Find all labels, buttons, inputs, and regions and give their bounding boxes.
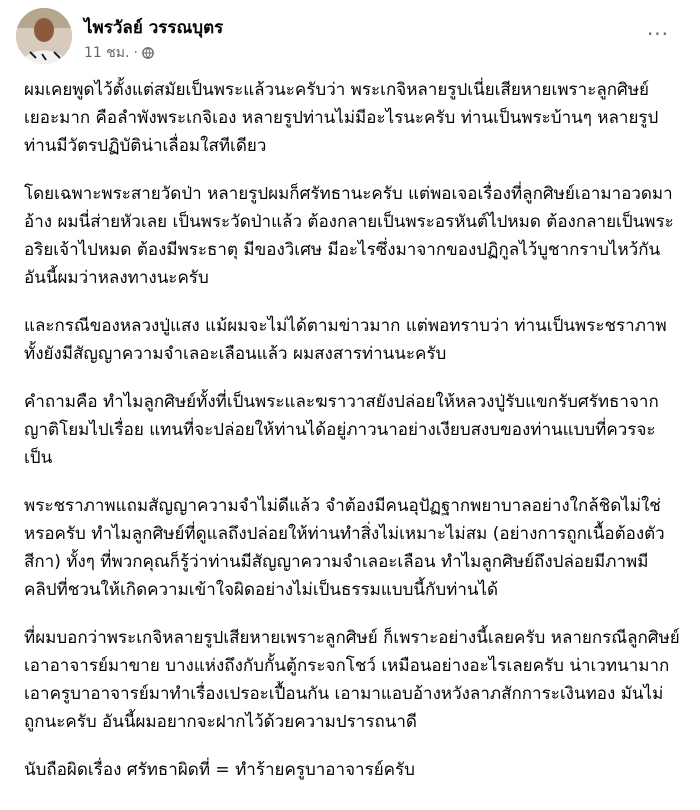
post-paragraph: และกรณีของหลวงปู่แสง แม้ผมจะไม่ได้ตามข่าวมาก แต่พอทราบว่า ท่านเป็นพระชราภาพ ทั้งยังมีสัญญาความจำเลอะเลือนแล้ว ผมสงสารท่านนะครับ bbox=[24, 316, 667, 364]
post-paragraph: พระชราภาพแถมสัญญาความจำไม่ดีแล้ว จำต้องมีคนอุปัฏฐากพยาบาลอย่างใกล้ชิดไม่ใช่หรอครับ ทำไมลูกศิษย์ที่ดูแลถึงปล่อยให้ท่านทำสิ่งไม่เหมาะไม่สม (อย่างการถูกเนื้อต้องตัวสีกา) ทั้งๆ ที่พวกคุณก็รู้ว่าท่านมีสัญญาความจำเลอะเลือน ทำไมลูกศิษย์ถึงปล่อยมีภาพมีคลิปที่ชวนให้เกิดความเข้าใจผิดอย่างไม่เป็นธรรมแบบนี้กับท่านได้ bbox=[24, 496, 665, 600]
meta-separator: · bbox=[133, 45, 138, 61]
post-meta bbox=[84, 42, 154, 64]
more-horizontal-icon[interactable]: ··· bbox=[646, 22, 670, 46]
post-paragraph: ที่ผมบอกว่าพระเกจิหลายรูปเสียหายเพราะลูกศิษย์ ก็เพราะอย่างนี้เลยครับ หลายกรณีลูกศิษย์เอาอาจารย์มาขาย บางแห่งถึงกับกั้นตู้กระจกโชว์ เหมือนอย่างอะไรเลยครับ น่าเวทนามาก เอาครูบาอาจารย์มาทำเรื่องเปรอะเปื้อนกัน เอามาแอบอ้างหวังลาภสักการะเงินทอง มันไม่ถูกนะครับ อันนี้ผมอยากจะฝากไว้ด้วยความปรารถนาดี bbox=[24, 628, 680, 732]
post-paragraph: ผมเคยพูดไว้ตั้งแต่สมัยเป็นพระแล้วนะครับว่า พระเกจิหลายรูปเนี่ยเสียหายเพราะลูกศิษย์เยอะมาก คือลำพังพระเกจิเอง หลายรูปท่านไม่มีอะไรนะครับ ท่านเป็นพระบ้านๆ หลายรูปท่านมีวัตรปฏิบัติน่าเลื่อมใสทีเดียว bbox=[24, 80, 659, 156]
globe-icon[interactable] bbox=[142, 47, 154, 59]
post-paragraph: นับถือผิดเรื่อง ศรัทธาผิดที่ = ทำร้ายครูบาอาจารย์ครับ bbox=[24, 760, 415, 780]
post-paragraph: โดยเฉพาะพระสายวัดป่า หลายรูปผมก็ศรัทธานะครับ แต่พอเจอเรื่องที่ลูกศิษย์เอามาอวดมาอ้าง ผมนี่ส่ายหัวเลย เป็นพระวัดป่าแล้ว ต้องกลายเป็นพระอรหันต์ไปหมด ต้องกลายเป็นพระอริยเจ้าไปหมด ต้องมีพระธาตุ มีของวิเศษ มีอะไรซึ่งมาจากของปฏิกูลไว้บูชากราบไหว้กัน อันนี้ผมว่าหลงทางนะครับ bbox=[24, 184, 674, 288]
author-name[interactable]: ไพรวัลย์ วรรณบุตร bbox=[84, 18, 224, 38]
post-body bbox=[24, 76, 680, 804]
post-time[interactable]: 11 ชม. bbox=[84, 45, 130, 61]
post-paragraph: คำถามคือ ทำไมลูกศิษย์ทั้งที่เป็นพระและฆราวาสยังปล่อยให้หลวงปู่รับแขกรับศรัทธาจากญาติโยมไปเรื่อย แทนที่จะปล่อยให้ท่านได้อยู่ภาวนาอย่างเงียบสงบของท่านแบบที่ควรจะเป็น bbox=[24, 392, 659, 468]
avatar-image bbox=[16, 8, 72, 64]
post-header bbox=[12, 8, 688, 64]
avatar[interactable] bbox=[16, 8, 72, 64]
